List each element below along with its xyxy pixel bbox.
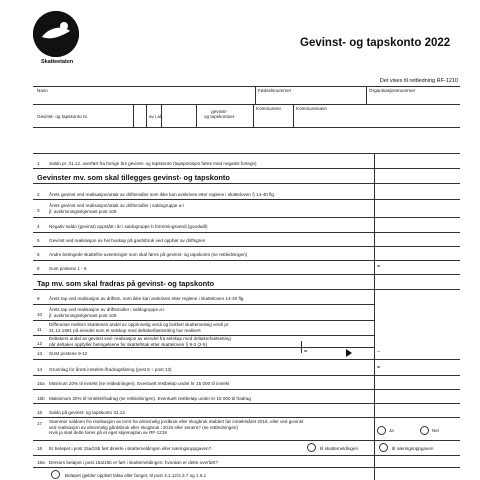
row-17-text: Stammer saldoen fra realisasjon av tomt fra alminnelig jordbruk eller skogbruk etablert før inntektsåret 2016, eller ved gevinst ved realisasjon av alminnelig gårdsbruk eller skogbruk i 2016 eller senere? (se rettledningen) Hvis ja skal dette føres på et eget skjemaplan av RF-1219 bbox=[49, 419, 304, 436]
row-13-number: 13 bbox=[37, 351, 43, 356]
row-1-amount[interactable] bbox=[376, 154, 460, 168]
row-6-number: 6 bbox=[37, 252, 40, 257]
row-15a-text: Minimum 20% til inntekt (se rettledningen). Eventuelt restbeløp under kr 15 000 til inntekt bbox=[49, 381, 230, 386]
radio-naeringsoppgaven-label: til næringsoppgaven bbox=[392, 446, 434, 451]
fodselsnummer-field[interactable] bbox=[258, 94, 363, 103]
radio-skattemeldingen[interactable] bbox=[307, 443, 316, 452]
row-13-amount[interactable] bbox=[384, 348, 460, 358]
av-i-alt-label: av i alt bbox=[149, 114, 163, 119]
row-8-number: 8 bbox=[37, 266, 40, 271]
row-10-text: Årets tap ved realisasjon av driftsmidler i saldogruppe a-i jf. avskrivningsskjemaet post 109 bbox=[49, 307, 165, 318]
row-4-text: Negativ saldo (gevinst) oppstått i år i saldogruppe b forretningsverdi (goodwill) bbox=[49, 224, 208, 229]
organisasjonsnummer-label: Organisasjonsnummer bbox=[369, 88, 416, 93]
row-14-equals-sign: = bbox=[377, 365, 381, 371]
row-11-number: 11 bbox=[37, 327, 42, 332]
row-15b-amount[interactable] bbox=[376, 390, 460, 403]
row-15a-number: 15a bbox=[37, 381, 45, 386]
row-1-text: Saldo pr. 31.12. overført fra forrige års gevinst- og tapskonto (tapsposisjon føres med negativt fortegn) bbox=[49, 161, 257, 166]
row-12-number: 12 bbox=[37, 341, 43, 346]
radio-skattemeldingen-label: til skattemeldingen bbox=[320, 446, 359, 451]
row-18-number: 18 bbox=[37, 446, 43, 451]
konto-nr-label: Gevinst- og tapskonto nr. bbox=[37, 114, 89, 119]
navn-label: Navn bbox=[37, 88, 48, 93]
navn-field[interactable] bbox=[37, 94, 252, 103]
row-2-text: Årets gevinst ved realisasjon/uttak av driftsmidler som ikke kan avskrives etter reglene i skatteloven § 14-40 flg. bbox=[49, 192, 276, 197]
row-8-amount[interactable] bbox=[384, 261, 460, 274]
row-15b-text: Maksimum 20% til inntektsfradrag (se rettledningen). Eventuelt restbeløp under kr 15 000 til fradrag bbox=[49, 396, 251, 401]
row-10-number: 10 bbox=[37, 312, 43, 317]
row-5-amount[interactable] bbox=[376, 233, 460, 246]
section-sub-heading: Tap mv. som skal fradras på gevinst- og tapskonto bbox=[37, 279, 215, 288]
row-18a-number: 18a bbox=[37, 460, 45, 465]
subtitle: Det vises til rettledning RF-1210 bbox=[379, 78, 458, 84]
section-add-heading: Gevinster mv. som skal tillegges gevinst- og tapskonto bbox=[37, 173, 230, 182]
arrow-right-icon bbox=[346, 349, 352, 357]
antall-kontoer-field[interactable] bbox=[162, 110, 195, 122]
radio-ja[interactable] bbox=[377, 426, 386, 435]
skatteetaten-logo-icon bbox=[33, 11, 79, 57]
row-17-number: 17 bbox=[37, 421, 43, 426]
row-18-text: Er beløpet i post 15a/15b ført direkte i skattemeldingen eller næringsoppgaven? bbox=[49, 446, 212, 451]
kommunenr-label: Kommunenr. bbox=[256, 106, 283, 111]
row-4-amount[interactable] bbox=[376, 218, 460, 232]
logo-text: Skatteetaten bbox=[40, 59, 74, 65]
row-14-amount[interactable] bbox=[384, 360, 460, 374]
row-9-amount[interactable] bbox=[303, 290, 373, 304]
fodselsnummer-label: Fødselsnummer bbox=[258, 88, 292, 93]
row-2-number: 2 bbox=[37, 192, 40, 197]
row-13-minus-sign: − bbox=[377, 349, 381, 355]
row-8-equals-sign: = bbox=[377, 264, 381, 270]
row-14-number: 14 bbox=[37, 367, 43, 372]
radio-nei-label: Nei bbox=[432, 428, 439, 433]
row-3-number: 3 bbox=[37, 208, 40, 213]
row-2-amount[interactable] bbox=[376, 184, 460, 199]
row-18a-option-text: Beløpet gjelder oppført fakta eller fanget, til post 3.1.12/3.3.7 og 1.6.1 bbox=[65, 473, 207, 478]
row-15b-number: 15b bbox=[37, 396, 45, 401]
row-1-number: 1 bbox=[37, 161, 40, 166]
radio-18a-option[interactable] bbox=[51, 470, 60, 479]
row-13-text: SUM postene 9-12 bbox=[49, 351, 88, 356]
row-6-amount[interactable] bbox=[376, 247, 460, 260]
row-16-text: Saldo på gevinst- og tapskonto 31.12. bbox=[49, 410, 127, 415]
row-9-text: Årets tap ved realisasjon av driftsm. som ikke kan avskrives etter reglene i skatteloven 14-40 flg. bbox=[49, 296, 245, 301]
radio-nei[interactable] bbox=[420, 426, 429, 435]
row-18a-text: Dersom beløpet i post 15a/15b er ført i skattemeldingen: hvordan er dette overført? bbox=[49, 460, 219, 465]
row-10-amount[interactable] bbox=[303, 305, 373, 320]
radio-naeringsoppgaven[interactable] bbox=[379, 443, 388, 452]
kommunenavn-label: Kommunenavn bbox=[296, 106, 327, 111]
row-14-text: Grunnlag for årets inntekts-/fradragsføring (post 8 ÷ post 13) bbox=[49, 367, 172, 372]
row-12-amount[interactable] bbox=[303, 336, 373, 347]
organisasjonsnummer-field[interactable] bbox=[369, 94, 457, 103]
row-11-text: Differanse mellom skattemes andel av opprinnelig verdi og bokført skattemessig verdi pr. 31.12.1991 på eiendel som et selskap med deltakerfastsetting har realisert bbox=[49, 322, 230, 333]
row-11-amount[interactable] bbox=[303, 321, 373, 335]
row-4-number: 4 bbox=[37, 224, 40, 229]
row-3-amount[interactable] bbox=[376, 200, 460, 217]
row-5-text: Gevinst ved realisasjon av hel buskap på gardsbruk ved opphør av driftsgren bbox=[49, 238, 206, 243]
row-16-amount[interactable] bbox=[376, 404, 460, 417]
antall-kontoer-label: gevinst- og tapskontoer bbox=[204, 109, 235, 120]
row-16-number: 16 bbox=[37, 410, 43, 415]
radio-ja-label: Ja bbox=[389, 428, 394, 433]
row-9-number: 9 bbox=[37, 296, 40, 301]
konto-nr-field[interactable] bbox=[103, 110, 132, 122]
row-12-text: Deltakers andel av gevinst ved- realisasjon av eiendel fra selskap med deltakerfastsetting når deltaker oppfyller betingelsene for skattefritak etter skatteloven § 9-3 (2-5) bbox=[49, 336, 231, 347]
page-title: Gevinst- og tapskonto 2022 bbox=[300, 37, 451, 49]
row-3-text: Årets gevinst ved realisasjon/uttak av driftsmidler i saldogruppe a-i jf. avskrivningsskjemaet post 109 bbox=[49, 203, 184, 214]
row-6-text: Andre betingede skattefrie avsetninger som skal føres på gevinst- og tapskonto (se rettledningen) bbox=[49, 252, 248, 257]
row-15a-amount[interactable] bbox=[376, 376, 460, 389]
row-13-equals-sign: = bbox=[304, 349, 308, 355]
row-8-text: Sum postene 1 - 6 bbox=[49, 266, 87, 271]
row-5-number: 5 bbox=[37, 238, 40, 243]
